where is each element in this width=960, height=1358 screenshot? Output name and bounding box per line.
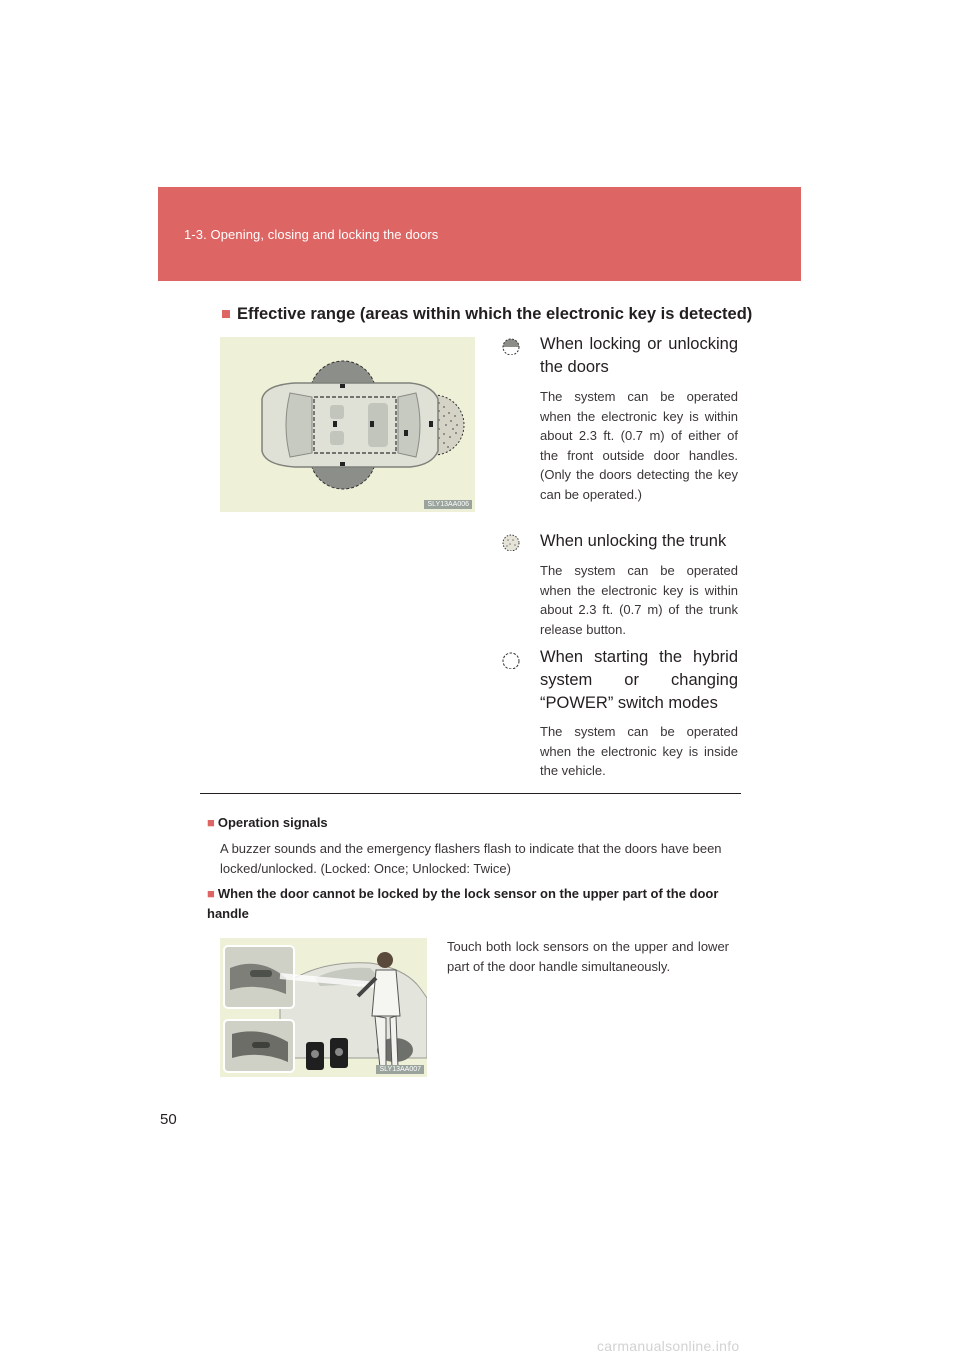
note-text: A buzzer sounds and the emergency flashers flash to indicate that the doors have been locked/unlocked. (Locked: Once; Unlocked: Twice): [220, 841, 722, 876]
figure-code: SLY13AA007: [376, 1065, 424, 1074]
figure-code: SLY13AA006: [424, 500, 472, 509]
legend-item-doors: [502, 333, 738, 523]
section-heading-text: Effective range (areas within which the electronic key is detected): [236, 305, 753, 323]
legend-item-trunk: [502, 530, 738, 640]
note-text: Touch both lock sensors on the upper and lower part of the door handle simultaneously.: [447, 939, 729, 974]
legend-title: When unlocking the trunk: [540, 532, 727, 550]
note-heading: [207, 884, 737, 924]
section-title: 1-3. Opening, closing and locking the doors: [184, 227, 439, 242]
divider: [200, 793, 741, 794]
white-circle-icon: [502, 651, 520, 669]
legend-description: The system can be operated when the electronic key is inside the vehicle.: [540, 724, 738, 778]
square-bullet-icon: ■: [207, 886, 215, 901]
legend-item-inside-vehicle: [502, 646, 738, 786]
note-heading-text: When the door cannot be locked by the lock sensor on the upper part of the door handle: [207, 886, 719, 921]
watermark: carmanualsonline.info: [597, 1338, 740, 1354]
legend-title: When locking or unlocking the doors: [540, 335, 738, 376]
legend-title: When starting the hybrid system or changing “POWER” switch modes: [540, 648, 738, 712]
legend-description: The system can be operated when the electronic key is within about 2.3 ft. (0.7 m) of the trunk release button.: [540, 563, 738, 637]
car-top-view-illustration: [220, 337, 475, 512]
header-band: [158, 187, 801, 281]
door-handle-illustration: [220, 938, 427, 1077]
section-heading: [221, 305, 761, 324]
legend-description: The system can be operated when the electronic key is within about 2.3 ft. (0.7 m) of either of the front outside door handles. (Only the doors detecting the key can be operated.): [540, 389, 738, 502]
square-bullet-icon: ■: [207, 815, 215, 830]
dotted-circle-icon: [502, 533, 520, 551]
door-handle-figure: [220, 938, 427, 1077]
detection-range-figure: [220, 337, 475, 512]
square-bullet-icon: ■: [221, 305, 231, 323]
note-heading-text: Operation signals: [217, 815, 328, 830]
gray-solid-circle-icon: [502, 337, 520, 355]
page-number: 50: [160, 1111, 177, 1128]
note-heading: [207, 813, 328, 833]
